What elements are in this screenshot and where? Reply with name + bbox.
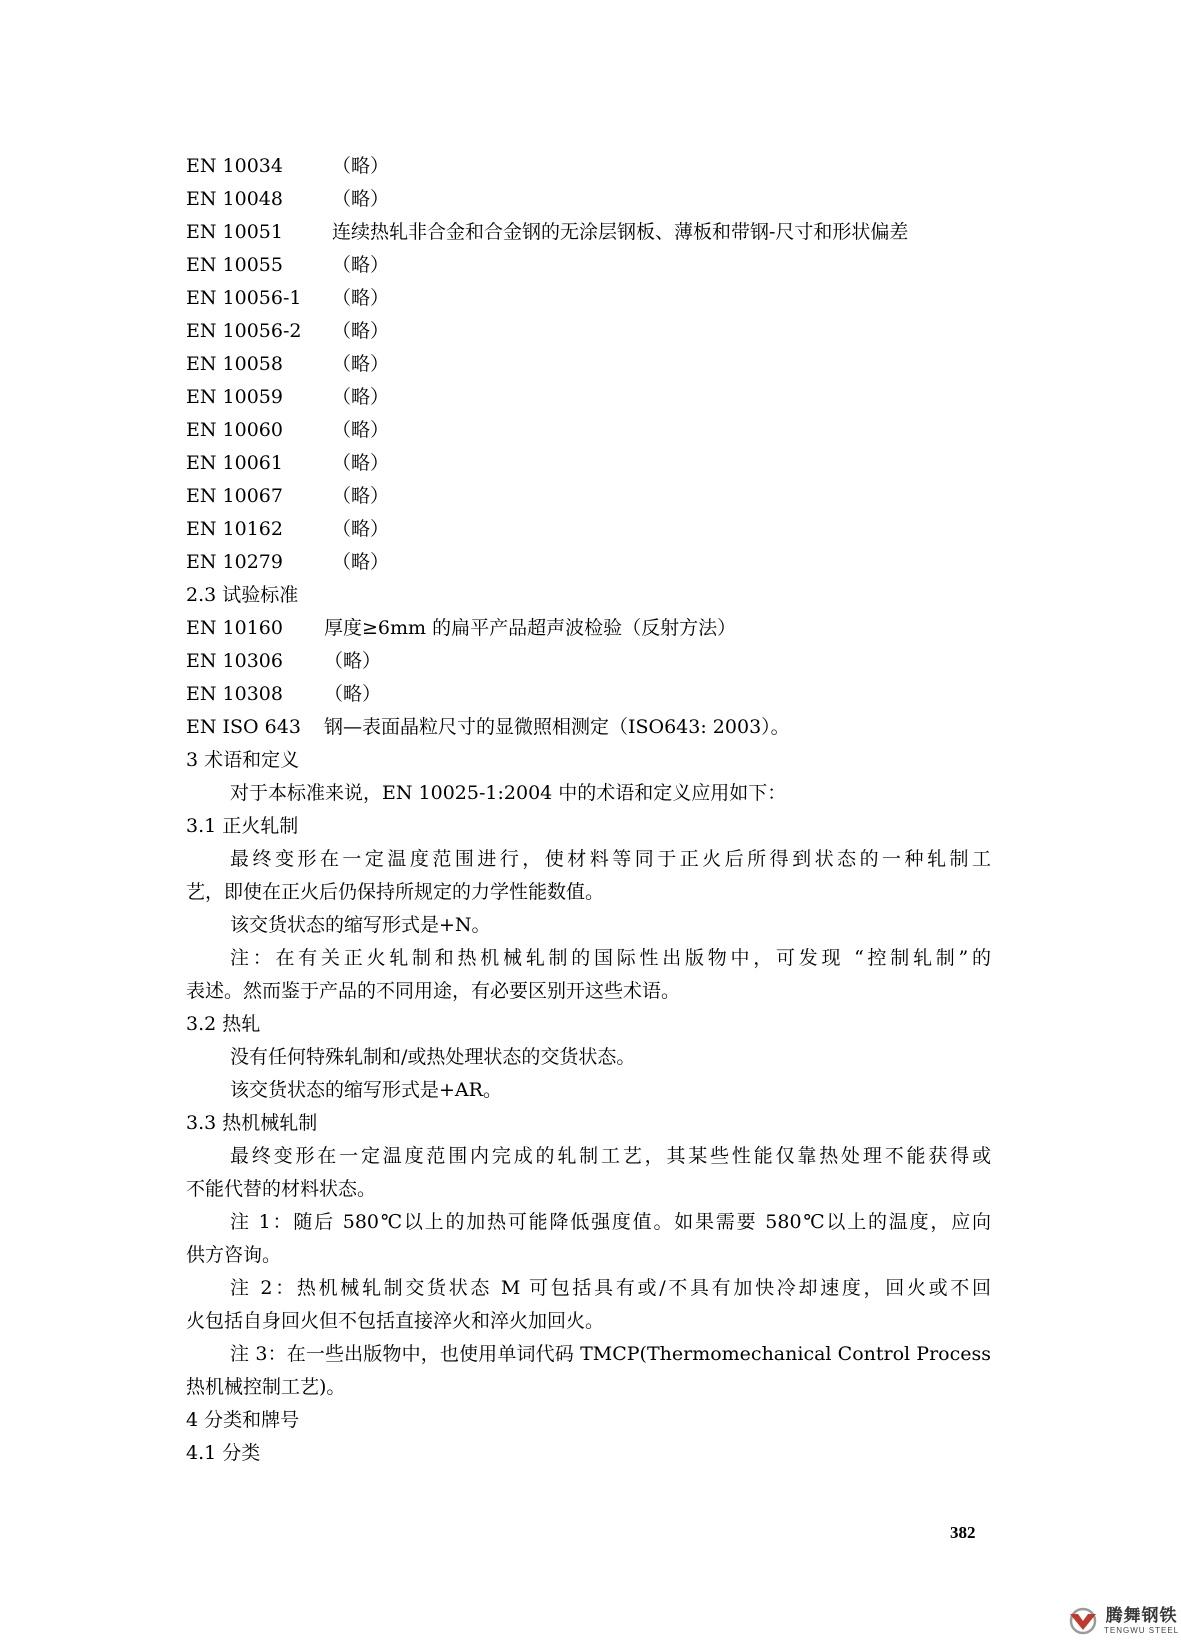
document-body	[186, 150, 991, 1470]
standard-description: 厚度≥6mm 的扁平产品超声波检验（反射方法）	[324, 617, 737, 639]
paragraph: 不能代替的材料状态。	[186, 1178, 377, 1200]
paragraph: 艺，即使在正火后仍保持所规定的力学性能数值。	[186, 881, 605, 903]
standard-row	[186, 546, 991, 579]
standard-description: （略）	[324, 683, 382, 705]
standard-row	[186, 150, 991, 183]
standard-code: EN 10160	[186, 617, 283, 639]
standard-description: 钢—表面晶粒尺寸的显微照相测定（ISO643: 2003）。	[324, 716, 790, 738]
standard-code: EN 10279	[186, 551, 283, 573]
standard-description: （略）	[332, 452, 390, 474]
standard-row	[186, 348, 991, 381]
standard-code: EN 10059	[186, 386, 283, 408]
note: 热机械控制工艺)。	[186, 1376, 346, 1398]
standard-row	[186, 381, 991, 414]
standard-description: （略）	[324, 650, 382, 672]
standard-code: EN 10058	[186, 353, 283, 375]
section-heading: 4 分类和牌号	[186, 1409, 300, 1431]
paragraph: 对于本标准来说，EN 10025-1:2004 中的术语和定义应用如下：	[230, 782, 787, 804]
standard-row	[186, 612, 991, 645]
note: 注 2：热机械轧制交货状态 M 可包括具有或/不具有加快冷却速度，回火或不回	[230, 1277, 991, 1299]
note: 注：在有关正火轧制和热机械轧制的国际性出版物中，可发现 “控制轧制”的	[230, 947, 991, 969]
standard-description: （略）	[332, 551, 390, 573]
standard-description: （略）	[332, 386, 390, 408]
standard-row	[186, 645, 991, 678]
standard-code: EN 10055	[186, 254, 283, 276]
logo-text-cn: 腾舞钢铁	[1105, 1605, 1178, 1626]
standard-row	[186, 480, 991, 513]
standard-description: （略）	[332, 155, 390, 177]
standard-row	[186, 513, 991, 546]
page-number: 382	[950, 1523, 976, 1542]
standard-row	[186, 315, 991, 348]
standard-description: （略）	[332, 518, 390, 540]
standard-code: EN 10060	[186, 419, 283, 441]
logo-text-en: TENGWU STEEL	[1104, 1625, 1180, 1635]
standard-description: （略）	[332, 254, 390, 276]
section-heading: 3.3 热机械轧制	[186, 1112, 318, 1134]
section-heading: 3.1 正火轧制	[186, 815, 299, 837]
note: 注 1：随后 580℃以上的加热可能降低强度值。如果需要 580℃以上的温度，应向	[230, 1211, 991, 1233]
standard-code: EN 10067	[186, 485, 283, 507]
standard-code: EN 10051	[186, 221, 283, 243]
paragraph: 该交货状态的缩写形式是+N。	[230, 914, 491, 936]
watermark-logo	[1066, 1606, 1179, 1636]
standard-code: EN 10162	[186, 518, 283, 540]
standard-code: EN 10056-1	[186, 287, 302, 309]
standard-code: EN 10034	[186, 155, 283, 177]
section-heading: 3 术语和定义	[186, 749, 300, 771]
standard-row	[186, 414, 991, 447]
standard-description: （略）	[332, 353, 390, 375]
paragraph: 最终变形在一定温度范围内完成的轧制工艺，其某些性能仅靠热处理不能获得或	[230, 1145, 991, 1167]
standard-code: EN 10306	[186, 650, 283, 672]
standard-description: 连续热轧非合金和合金钢的无涂层钢板、薄板和带钢-尺寸和形状偏差	[332, 221, 909, 243]
paragraph: 该交货状态的缩写形式是+AR。	[230, 1079, 502, 1101]
standard-row	[186, 678, 991, 711]
standard-row	[186, 711, 991, 744]
standard-code: EN 10056-2	[186, 320, 302, 342]
standard-description: （略）	[332, 188, 390, 210]
paragraph: 最终变形在一定温度范围进行，使材料等同于正火后所得到状态的一种轧制工	[230, 848, 991, 870]
standard-description: （略）	[332, 287, 390, 309]
note: 注 3：在一些出版物中，也使用单词代码 TMCP(Thermomechanical Control Process	[230, 1343, 991, 1365]
standard-row	[186, 282, 991, 315]
standard-row	[186, 216, 991, 249]
section-heading: 2.3 试验标准	[186, 584, 299, 606]
note: 火包括自身回火但不包括直接淬火和淬火加回火。	[186, 1310, 605, 1332]
section-heading: 4.1 分类	[186, 1442, 261, 1464]
standard-description: （略）	[332, 320, 390, 342]
tengwu-logo-icon	[1066, 1606, 1100, 1636]
standard-row	[186, 183, 991, 216]
note: 供方咨询。	[186, 1244, 282, 1266]
standard-row	[186, 447, 991, 480]
note: 表述。然而鉴于产品的不同用途，有必要区别开这些术语。	[186, 980, 681, 1002]
standards-list	[186, 150, 991, 579]
standard-code: EN 10308	[186, 683, 283, 705]
standard-code: EN ISO 643	[186, 716, 301, 738]
standard-row	[186, 249, 991, 282]
standard-description: （略）	[332, 485, 390, 507]
standard-code: EN 10061	[186, 452, 283, 474]
standard-code: EN 10048	[186, 188, 283, 210]
paragraph: 没有任何特殊轧制和/或热处理状态的交货状态。	[230, 1046, 636, 1068]
standard-description: （略）	[332, 419, 390, 441]
test-standards-list	[186, 612, 991, 744]
section-heading: 3.2 热轧	[186, 1013, 261, 1035]
